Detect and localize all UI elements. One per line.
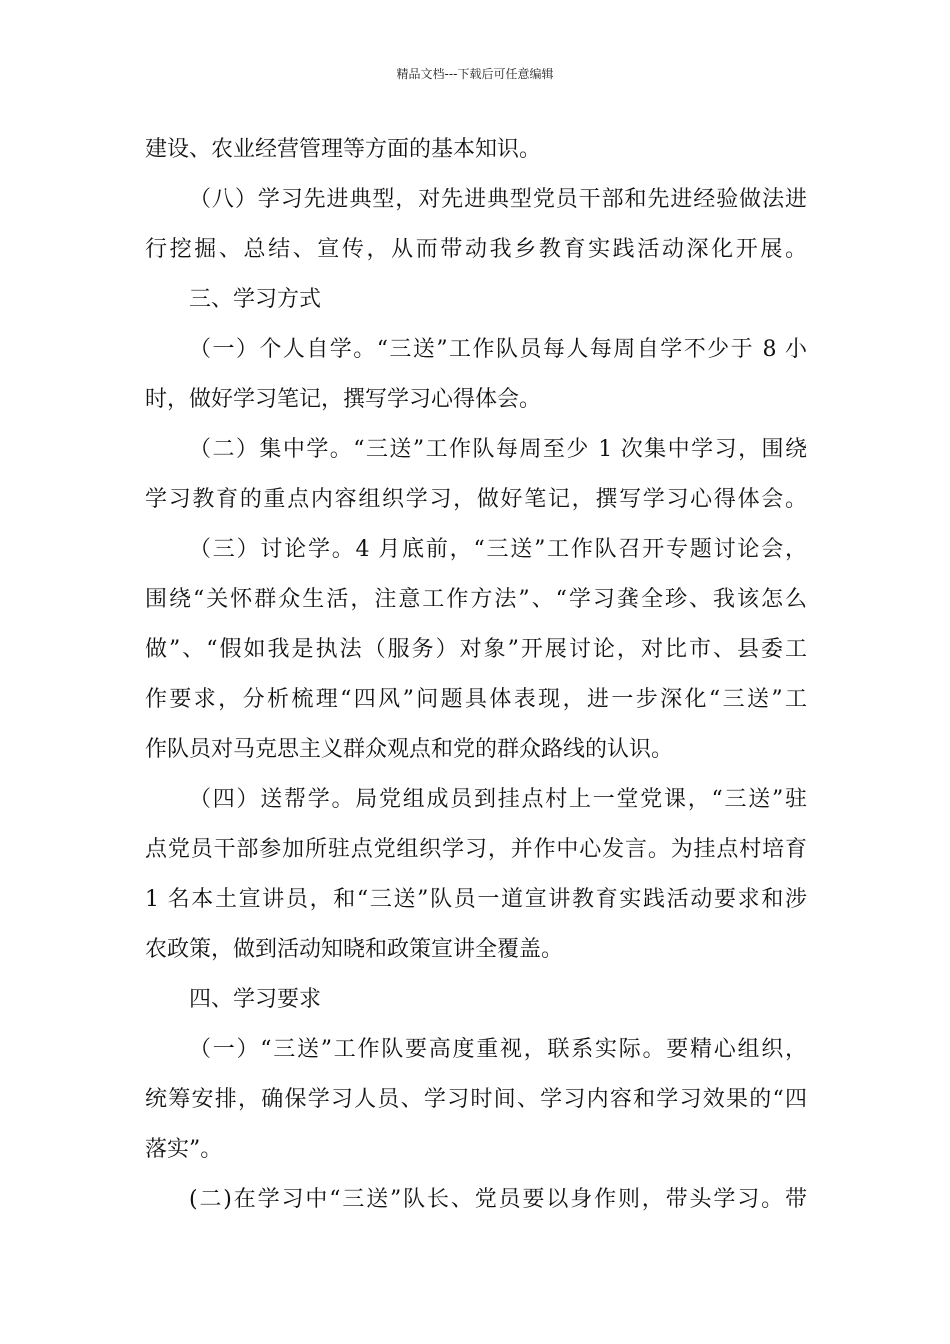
text-line: 行挖掘、总结、宣传，从而带动我乡教育实践活动深化开展。 (145, 237, 807, 262)
text-line: 围绕“关怀群众生活，注意工作方法”、“学习龚全珍、我该怎么 (145, 587, 807, 612)
text-line: 建设、农业经营管理等方面的基本知识。 (145, 137, 542, 162)
text-line: （二）集中学。“三送”工作队每周至少 1 次集中学习，围绕 (189, 437, 807, 462)
text-line: 农政策，做到活动知晓和政策宣讲全覆盖。 (145, 937, 564, 962)
text-line: 落实”。 (145, 1137, 223, 1162)
section-heading: 四、学习要求 (189, 987, 322, 1012)
text-line: 1 名本土宣讲员，和“三送”队员一道宣讲教育实践活动要求和涉 (145, 887, 807, 912)
section-heading: 三、学习方式 (189, 287, 322, 312)
text-line: 作队员对马克思主义群众观点和党的群众路线的认识。 (145, 737, 674, 762)
text-line: 统筹安排，确保学习人员、学习时间、学习内容和学习效果的“四 (145, 1087, 807, 1112)
text-line: （一）个人自学。“三送”工作队员每人每周自学不少于 8 小 (189, 337, 807, 362)
text-line: 作要求，分析梳理“四风”问题具体表现，进一步深化“三送”工 (145, 687, 807, 712)
text-line: 时，做好学习笔记，撰写学习心得体会。 (145, 387, 542, 412)
page-header: 精品文档---下载后可任意编辑 (396, 67, 554, 81)
text-line: （八）学习先进典型，对先进典型党员干部和先进经验做法进 (189, 187, 807, 212)
text-line: 学习教育的重点内容组织学习，做好笔记，撰写学习心得体会。 (145, 487, 807, 512)
text-line: 做”、“假如我是执法（服务）对象”开展讨论，对比市、县委工 (145, 637, 807, 662)
text-line: (二)在学习中“三送”队长、党员要以身作则，带头学习。带 (189, 1187, 807, 1212)
text-line: （四）送帮学。局党组成员到挂点村上一堂党课，“三送”驻 (189, 787, 807, 812)
text-line: （三）讨论学。4 月底前，“三送”工作队召开专题讨论会， (189, 537, 807, 562)
text-line: 点党员干部参加所驻点党组织学习，并作中心发言。为挂点村培育 (145, 837, 807, 862)
text-line: （一）“三送”工作队要高度重视，联系实际。要精心组织， (189, 1037, 807, 1062)
